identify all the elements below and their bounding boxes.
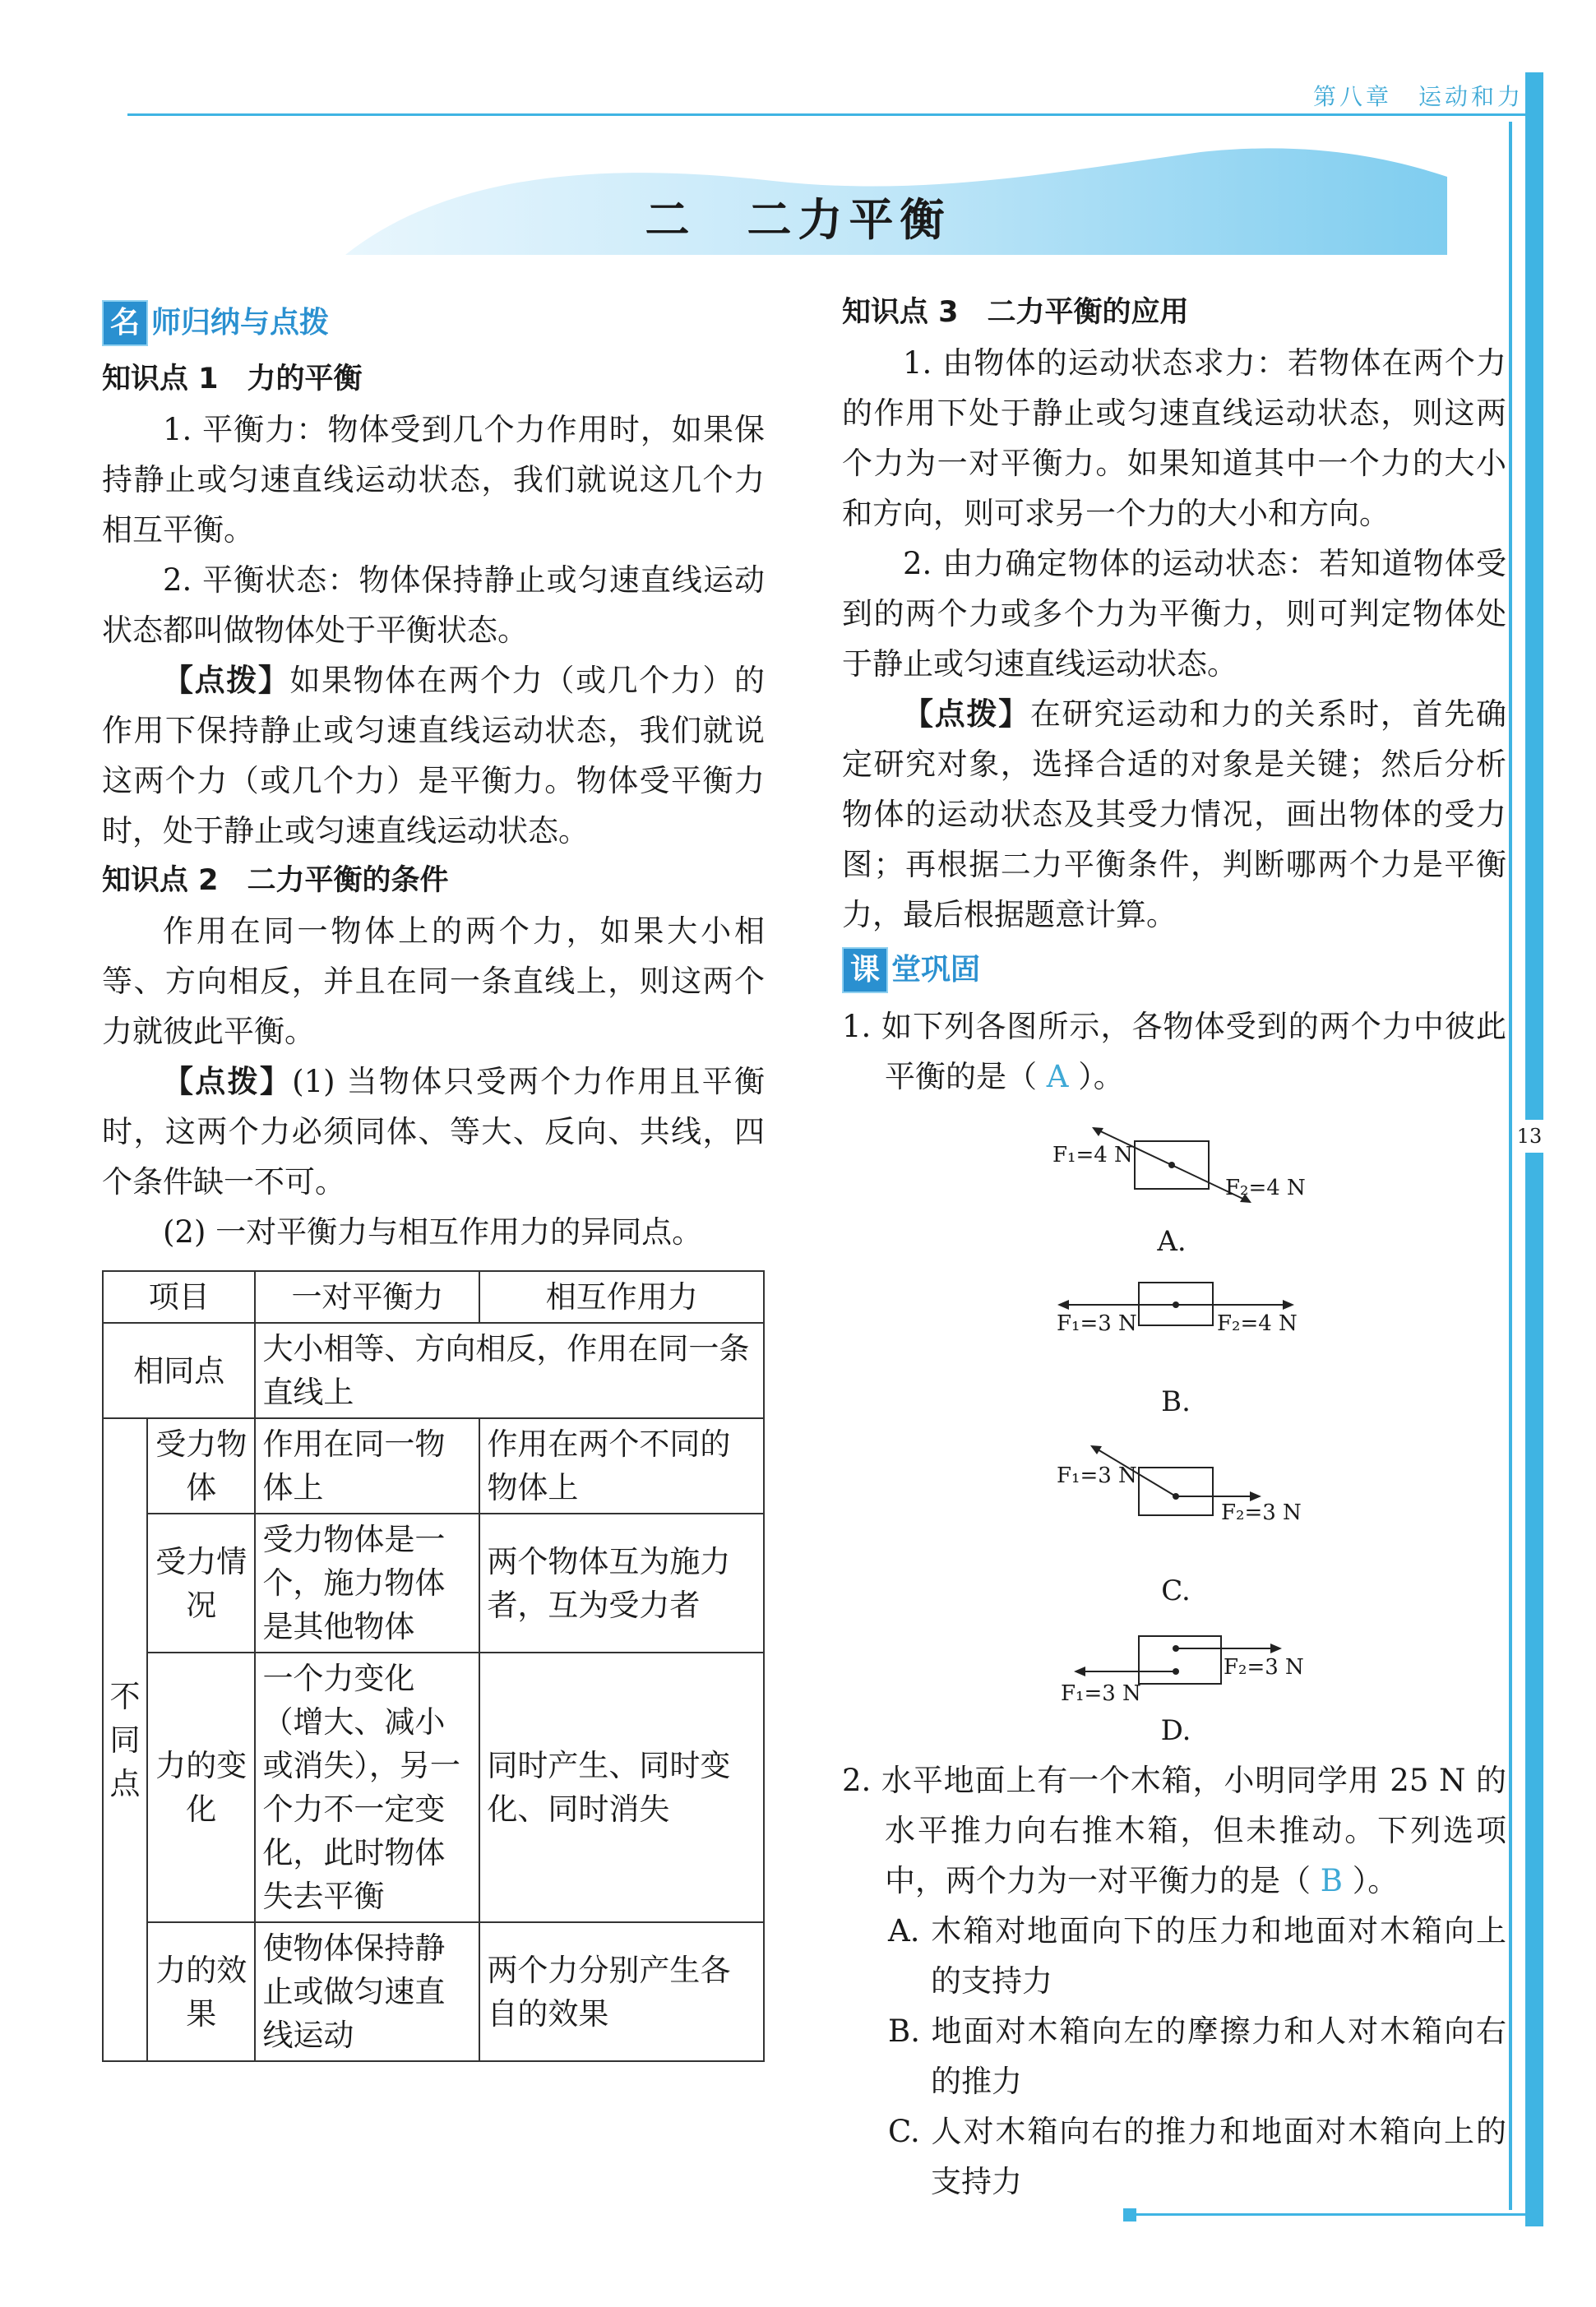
row-balance: 使物体保持静止或做匀速直线运动 (255, 1922, 479, 2061)
figure-c (1044, 1439, 1307, 1611)
left-column (102, 293, 765, 1257)
kp2-paragraph-1: 作用在同一物体上的两个力，如果大小相等、方向相反，并且在同一条直线上，则这两个力就彼此平衡。 (102, 913, 765, 1049)
question-text: 1. 如下列各图所示，各物体受到的两个力中彼此平衡的是（ (842, 1009, 1506, 1094)
kp3-paragraph-2: 2. 由力确定物体的运动状态：若知道物体受到的两个力或多个力为平衡力，则可判定物体处于静止或匀速直线运动状态。 (842, 546, 1506, 682)
option-c: C. 人对木箱向右的推力和地面对木箱向上的支持力 (888, 2114, 1506, 2199)
question-1 (842, 1001, 1506, 1102)
row-label: 受力物体 (147, 1418, 255, 1514)
kp1-tip (102, 655, 765, 856)
kp1-title: 知识点 1 力的平衡 (102, 363, 363, 395)
same-label: 相同点 (103, 1323, 255, 1418)
row-label: 受力情况 (147, 1514, 255, 1653)
header-balance: 一对平衡力 (255, 1271, 479, 1323)
table-header-row (103, 1271, 764, 1323)
row-balance: 受力物体是一个，施力物体是其他物体 (255, 1514, 479, 1653)
figure-label: B. (1161, 1385, 1191, 1418)
right-column (842, 288, 1506, 1102)
figure-label: A. (1157, 1225, 1187, 1258)
tip-label: 【点拨】 (903, 696, 1030, 732)
row-interaction: 同时产生、同时变化、同时消失 (479, 1653, 764, 1922)
row-interaction: 两个力分别产生各自的效果 (479, 1922, 764, 2061)
kp1-paragraph-2: 2. 平衡状态：物体保持静止或匀速直线运动状态都叫做物体处于平衡状态。 (102, 562, 765, 648)
side-bar-inner (1509, 122, 1512, 2210)
question-end: ）。 (1352, 1863, 1399, 1898)
force-label-f2: F₂=4 N (1225, 1176, 1306, 1200)
row-interaction: 作用在两个不同的物体上 (479, 1418, 764, 1514)
tip-label: 【点拨】 (163, 1063, 293, 1099)
question-end: ）。 (1078, 1059, 1124, 1094)
question-2-block (842, 1755, 1506, 2207)
kp2-tip (102, 1056, 765, 1207)
question-answer: A (1046, 1059, 1069, 1094)
header-line (127, 113, 1525, 116)
figure-label: D. (1160, 1714, 1191, 1747)
row-balance: 作用在同一物体上 (255, 1418, 479, 1514)
table-row (103, 1418, 764, 1514)
tip-label: 【点拨】 (163, 662, 290, 698)
kp3-title: 知识点 3 二力平衡的应用 (842, 296, 1189, 329)
header-interaction: 相互作用力 (479, 1271, 764, 1323)
tip-text: (1) 当物体只受两个力作用且平衡时，这两个力必须同体、等大、反向、共线，四个条件缺一不可。 (102, 1064, 766, 1200)
table-row (103, 1653, 764, 1922)
force-label-f2: F₂=4 N (1217, 1311, 1298, 1336)
section-header-teacher (102, 298, 765, 348)
question-text: 2. 水平地面上有一个木箱，小明同学用 25 N 的水平推力向右推木箱，但未推动。下列选项中，两个力为一对平衡力的是（ (842, 1763, 1506, 1898)
section-title: 堂巩固 (891, 953, 981, 987)
same-text: 大小相等、方向相反，作用在同一条直线上 (255, 1323, 764, 1418)
row-balance: 一个力变化（增大、减小或消失），另一个力不一定变化，此时物体失去平衡 (255, 1653, 479, 1922)
question-answer: B (1320, 1863, 1343, 1898)
kp2-tip-2: (2) 一对平衡力与相互作用力的异同点。 (163, 1214, 703, 1250)
section-icon: 课 (842, 947, 888, 993)
option-b: B. 地面对木箱向左的摩擦力和人对木箱向右的推力 (888, 2013, 1506, 2099)
row-label: 力的变化 (147, 1653, 255, 1922)
force-label-f1: F₁=3 N (1057, 1311, 1137, 1336)
row-interaction: 两个物体互为施力者，互为受力者 (479, 1514, 764, 1653)
comparison-table (102, 1270, 765, 2062)
force-label-f2: F₂=3 N (1221, 1500, 1302, 1525)
table-row (103, 1922, 764, 2061)
question-2 (842, 1755, 1506, 1906)
page-title: 二 二力平衡 (645, 194, 951, 246)
force-label-f2: F₂=3 N (1224, 1655, 1304, 1680)
section-icon: 名 (102, 300, 148, 346)
figure-a (1044, 1126, 1307, 1274)
table-row (103, 1514, 764, 1653)
kp3-paragraph-1: 1. 由物体的运动状态求力：若物体在两个力的作用下处于静止或匀速直线运动状态，则这两个力为一对平衡力。如果知道其中一个力的大小和方向，则可求另一个力的大小和方向。 (842, 345, 1506, 531)
force-label-f1: F₁=3 N (1057, 1463, 1137, 1488)
kp2-title: 知识点 2 二力平衡的条件 (102, 864, 449, 897)
figure-d (1044, 1632, 1307, 1747)
section-header-practice (842, 945, 1506, 995)
table-row (103, 1323, 764, 1418)
section-title: 师归纳与点拨 (151, 306, 330, 340)
force-label-f1: F₁=4 N (1052, 1143, 1133, 1167)
chapter-header: 第八章 运动和力 (1312, 83, 1524, 110)
figure-b (1044, 1278, 1324, 1426)
force-label-f1: F₁=3 N (1061, 1681, 1141, 1706)
page-number: 13 (1513, 1120, 1546, 1153)
kp1-paragraph-1: 1. 平衡力：物体受到几个力作用时，如果保持静止或匀速直线运动状态，我们就说这几个力相互平衡。 (102, 412, 765, 548)
figure-label: C. (1161, 1574, 1191, 1607)
kp3-tip (842, 689, 1506, 940)
tip-text: 在研究运动和力的关系时，首先确定研究对象，选择合适的对象是关键；然后分析物体的运动状态及其受力情况，画出物体的受力图；再根据二力平衡条件，判断哪两个力是平衡力，最后根据题意计算。 (842, 696, 1507, 932)
row-label: 力的效果 (147, 1922, 255, 2061)
option-a: A. 木箱对地面向下的压力和地面对木箱向上的支持力 (888, 1913, 1506, 1999)
header-item: 项目 (103, 1271, 255, 1323)
diff-label: 不同点 (103, 1418, 147, 2061)
bottom-line (1133, 2213, 1528, 2216)
tip-text: 如果物体在两个力（或几个力）的作用下保持静止或匀速直线运动状态，我们就说这两个力（或几个力）是平衡力。物体受平衡力时，处于静止或匀速直线运动状态。 (102, 663, 766, 848)
